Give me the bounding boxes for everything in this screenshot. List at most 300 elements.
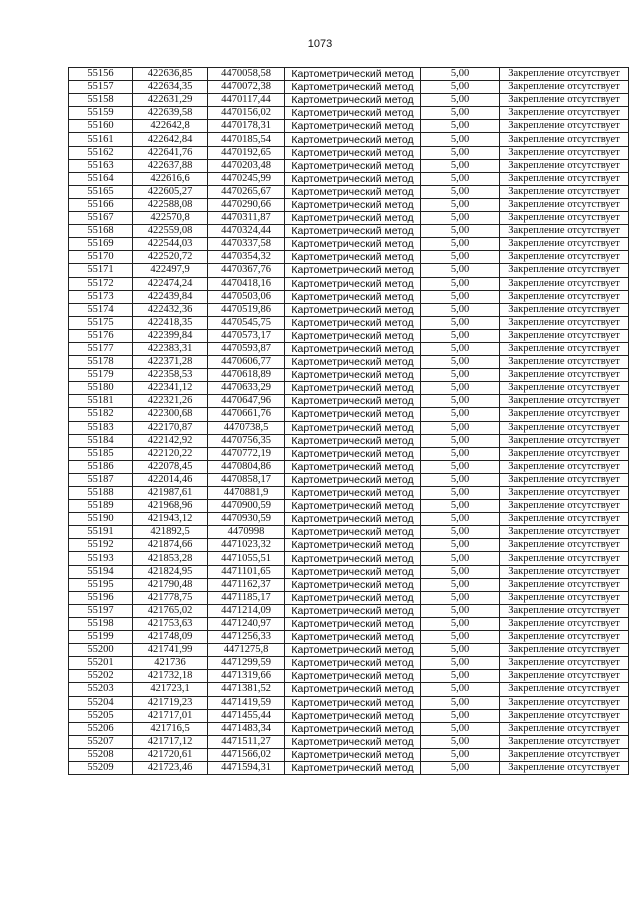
accuracy-cell: 5,00 bbox=[421, 212, 500, 225]
point-number-cell: 55189 bbox=[69, 500, 133, 513]
fixing-cell: Закрепление отсутствует bbox=[500, 68, 629, 81]
x-coordinate-cell: 421723,46 bbox=[133, 761, 208, 774]
y-coordinate-cell: 4470418,16 bbox=[208, 277, 285, 290]
method-cell: Картометрический метод bbox=[285, 277, 421, 290]
method-cell: Картометрический метод bbox=[285, 342, 421, 355]
method-cell: Картометрический метод bbox=[285, 303, 421, 316]
point-number-cell: 55165 bbox=[69, 185, 133, 198]
method-cell: Картометрический метод bbox=[285, 460, 421, 473]
fixing-cell: Закрепление отсутствует bbox=[500, 251, 629, 264]
table-row bbox=[69, 225, 629, 238]
table-row bbox=[69, 500, 629, 513]
y-coordinate-cell: 4470265,67 bbox=[208, 185, 285, 198]
y-coordinate-cell: 4470756,35 bbox=[208, 434, 285, 447]
y-coordinate-cell: 4471419,59 bbox=[208, 696, 285, 709]
fixing-cell: Закрепление отсутствует bbox=[500, 761, 629, 774]
x-coordinate-cell: 422639,58 bbox=[133, 107, 208, 120]
fixing-cell: Закрепление отсутствует bbox=[500, 264, 629, 277]
fixing-cell: Закрепление отсутствует bbox=[500, 382, 629, 395]
table-row bbox=[69, 395, 629, 408]
x-coordinate-cell: 422641,76 bbox=[133, 146, 208, 159]
x-coordinate-cell: 421765,02 bbox=[133, 604, 208, 617]
point-number-cell: 55182 bbox=[69, 408, 133, 421]
coordinates-table bbox=[68, 67, 629, 775]
fixing-cell: Закрепление отсутствует bbox=[500, 94, 629, 107]
table-row bbox=[69, 631, 629, 644]
x-coordinate-cell: 422300,68 bbox=[133, 408, 208, 421]
fixing-cell: Закрепление отсутствует bbox=[500, 683, 629, 696]
fixing-cell: Закрепление отсутствует bbox=[500, 447, 629, 460]
y-coordinate-cell: 4471381,52 bbox=[208, 683, 285, 696]
method-cell: Картометрический метод bbox=[285, 709, 421, 722]
point-number-cell: 55191 bbox=[69, 526, 133, 539]
accuracy-cell: 5,00 bbox=[421, 225, 500, 238]
table-row bbox=[69, 68, 629, 81]
method-cell: Картометрический метод bbox=[285, 356, 421, 369]
point-number-cell: 55160 bbox=[69, 120, 133, 133]
x-coordinate-cell: 422642,8 bbox=[133, 120, 208, 133]
method-cell: Картометрический метод bbox=[285, 539, 421, 552]
x-coordinate-cell: 421753,63 bbox=[133, 617, 208, 630]
table-row bbox=[69, 722, 629, 735]
point-number-cell: 55176 bbox=[69, 329, 133, 342]
x-coordinate-cell: 421824,95 bbox=[133, 565, 208, 578]
x-coordinate-cell: 422559,08 bbox=[133, 225, 208, 238]
y-coordinate-cell: 4471162,37 bbox=[208, 578, 285, 591]
table-row bbox=[69, 264, 629, 277]
y-coordinate-cell: 4471299,59 bbox=[208, 657, 285, 670]
point-number-cell: 55185 bbox=[69, 447, 133, 460]
accuracy-cell: 5,00 bbox=[421, 408, 500, 421]
method-cell: Картометрический метод bbox=[285, 264, 421, 277]
fixing-cell: Закрепление отсутствует bbox=[500, 290, 629, 303]
y-coordinate-cell: 4471566,02 bbox=[208, 748, 285, 761]
table-row bbox=[69, 159, 629, 172]
accuracy-cell: 5,00 bbox=[421, 395, 500, 408]
table-row bbox=[69, 185, 629, 198]
table-row bbox=[69, 604, 629, 617]
x-coordinate-cell: 422544,03 bbox=[133, 238, 208, 251]
accuracy-cell: 5,00 bbox=[421, 120, 500, 133]
fixing-cell: Закрепление отсутствует bbox=[500, 185, 629, 198]
point-number-cell: 55188 bbox=[69, 487, 133, 500]
table-row bbox=[69, 513, 629, 526]
accuracy-cell: 5,00 bbox=[421, 631, 500, 644]
point-number-cell: 55159 bbox=[69, 107, 133, 120]
x-coordinate-cell: 421719,23 bbox=[133, 696, 208, 709]
method-cell: Картометрический метод bbox=[285, 172, 421, 185]
method-cell: Картометрический метод bbox=[285, 526, 421, 539]
method-cell: Картометрический метод bbox=[285, 212, 421, 225]
method-cell: Картометрический метод bbox=[285, 316, 421, 329]
table-row bbox=[69, 277, 629, 290]
table-row bbox=[69, 356, 629, 369]
method-cell: Картометрический метод bbox=[285, 133, 421, 146]
table-row bbox=[69, 382, 629, 395]
table-row bbox=[69, 94, 629, 107]
method-cell: Картометрический метод bbox=[285, 159, 421, 172]
point-number-cell: 55166 bbox=[69, 198, 133, 211]
y-coordinate-cell: 4470647,96 bbox=[208, 395, 285, 408]
accuracy-cell: 5,00 bbox=[421, 421, 500, 434]
fixing-cell: Закрепление отсутствует bbox=[500, 657, 629, 670]
fixing-cell: Закрепление отсутствует bbox=[500, 552, 629, 565]
fixing-cell: Закрепление отсутствует bbox=[500, 748, 629, 761]
x-coordinate-cell: 422520,72 bbox=[133, 251, 208, 264]
accuracy-cell: 5,00 bbox=[421, 526, 500, 539]
accuracy-cell: 5,00 bbox=[421, 290, 500, 303]
point-number-cell: 55173 bbox=[69, 290, 133, 303]
accuracy-cell: 5,00 bbox=[421, 565, 500, 578]
x-coordinate-cell: 422439,84 bbox=[133, 290, 208, 303]
accuracy-cell: 5,00 bbox=[421, 670, 500, 683]
table-row bbox=[69, 591, 629, 604]
fixing-cell: Закрепление отсутствует bbox=[500, 408, 629, 421]
table-row bbox=[69, 460, 629, 473]
y-coordinate-cell: 4470998 bbox=[208, 526, 285, 539]
x-coordinate-cell: 421748,09 bbox=[133, 631, 208, 644]
method-cell: Картометрический метод bbox=[285, 657, 421, 670]
point-number-cell: 55207 bbox=[69, 735, 133, 748]
x-coordinate-cell: 421723,1 bbox=[133, 683, 208, 696]
x-coordinate-cell: 422418,35 bbox=[133, 316, 208, 329]
fixing-cell: Закрепление отсутствует bbox=[500, 617, 629, 630]
fixing-cell: Закрепление отсутствует bbox=[500, 146, 629, 159]
accuracy-cell: 5,00 bbox=[421, 513, 500, 526]
table-row bbox=[69, 487, 629, 500]
fixing-cell: Закрепление отсутствует bbox=[500, 212, 629, 225]
y-coordinate-cell: 4470337,58 bbox=[208, 238, 285, 251]
method-cell: Картометрический метод bbox=[285, 329, 421, 342]
table-row bbox=[69, 683, 629, 696]
accuracy-cell: 5,00 bbox=[421, 342, 500, 355]
x-coordinate-cell: 422637,88 bbox=[133, 159, 208, 172]
point-number-cell: 55177 bbox=[69, 342, 133, 355]
y-coordinate-cell: 4470900,59 bbox=[208, 500, 285, 513]
method-cell: Картометрический метод bbox=[285, 421, 421, 434]
point-number-cell: 55190 bbox=[69, 513, 133, 526]
fixing-cell: Закрепление отсутствует bbox=[500, 473, 629, 486]
y-coordinate-cell: 4471455,44 bbox=[208, 709, 285, 722]
x-coordinate-cell: 422605,27 bbox=[133, 185, 208, 198]
accuracy-cell: 5,00 bbox=[421, 761, 500, 774]
y-coordinate-cell: 4470203,48 bbox=[208, 159, 285, 172]
accuracy-cell: 5,00 bbox=[421, 264, 500, 277]
point-number-cell: 55199 bbox=[69, 631, 133, 644]
table-row bbox=[69, 120, 629, 133]
accuracy-cell: 5,00 bbox=[421, 146, 500, 159]
method-cell: Картометрический метод bbox=[285, 513, 421, 526]
fixing-cell: Закрепление отсутствует bbox=[500, 316, 629, 329]
point-number-cell: 55200 bbox=[69, 644, 133, 657]
fixing-cell: Закрепление отсутствует bbox=[500, 709, 629, 722]
method-cell: Картометрический метод bbox=[285, 146, 421, 159]
table-row bbox=[69, 434, 629, 447]
accuracy-cell: 5,00 bbox=[421, 94, 500, 107]
accuracy-cell: 5,00 bbox=[421, 382, 500, 395]
method-cell: Картометрический метод bbox=[285, 395, 421, 408]
point-number-cell: 55174 bbox=[69, 303, 133, 316]
x-coordinate-cell: 422120,22 bbox=[133, 447, 208, 460]
method-cell: Картометрический метод bbox=[285, 238, 421, 251]
accuracy-cell: 5,00 bbox=[421, 487, 500, 500]
y-coordinate-cell: 4470545,75 bbox=[208, 316, 285, 329]
point-number-cell: 55156 bbox=[69, 68, 133, 81]
method-cell: Картометрический метод bbox=[285, 631, 421, 644]
y-coordinate-cell: 4470930,59 bbox=[208, 513, 285, 526]
table-row bbox=[69, 761, 629, 774]
point-number-cell: 55196 bbox=[69, 591, 133, 604]
point-number-cell: 55158 bbox=[69, 94, 133, 107]
accuracy-cell: 5,00 bbox=[421, 644, 500, 657]
table-row bbox=[69, 342, 629, 355]
method-cell: Картометрический метод bbox=[285, 591, 421, 604]
accuracy-cell: 5,00 bbox=[421, 447, 500, 460]
y-coordinate-cell: 4471101,65 bbox=[208, 565, 285, 578]
x-coordinate-cell: 422371,28 bbox=[133, 356, 208, 369]
fixing-cell: Закрепление отсутствует bbox=[500, 238, 629, 251]
accuracy-cell: 5,00 bbox=[421, 722, 500, 735]
method-cell: Картометрический метод bbox=[285, 748, 421, 761]
y-coordinate-cell: 4470072,38 bbox=[208, 81, 285, 94]
fixing-cell: Закрепление отсутствует bbox=[500, 342, 629, 355]
table-row bbox=[69, 447, 629, 460]
accuracy-cell: 5,00 bbox=[421, 539, 500, 552]
point-number-cell: 55187 bbox=[69, 473, 133, 486]
method-cell: Картометрический метод bbox=[285, 565, 421, 578]
y-coordinate-cell: 4471256,33 bbox=[208, 631, 285, 644]
method-cell: Картометрический метод bbox=[285, 120, 421, 133]
fixing-cell: Закрепление отсутствует bbox=[500, 303, 629, 316]
y-coordinate-cell: 4471483,34 bbox=[208, 722, 285, 735]
y-coordinate-cell: 4470804,86 bbox=[208, 460, 285, 473]
fixing-cell: Закрепление отсутствует bbox=[500, 631, 629, 644]
point-number-cell: 55171 bbox=[69, 264, 133, 277]
method-cell: Картометрический метод bbox=[285, 382, 421, 395]
method-cell: Картометрический метод bbox=[285, 487, 421, 500]
method-cell: Картометрический метод bbox=[285, 68, 421, 81]
fixing-cell: Закрепление отсутствует bbox=[500, 120, 629, 133]
x-coordinate-cell: 422399,84 bbox=[133, 329, 208, 342]
fixing-cell: Закрепление отсутствует bbox=[500, 369, 629, 382]
point-number-cell: 55172 bbox=[69, 277, 133, 290]
fixing-cell: Закрепление отсутствует bbox=[500, 329, 629, 342]
accuracy-cell: 5,00 bbox=[421, 316, 500, 329]
table-row bbox=[69, 644, 629, 657]
accuracy-cell: 5,00 bbox=[421, 657, 500, 670]
method-cell: Картометрический метод bbox=[285, 434, 421, 447]
fixing-cell: Закрепление отсутствует bbox=[500, 356, 629, 369]
table-row bbox=[69, 565, 629, 578]
point-number-cell: 55203 bbox=[69, 683, 133, 696]
x-coordinate-cell: 421853,28 bbox=[133, 552, 208, 565]
table-row bbox=[69, 552, 629, 565]
fixing-cell: Закрепление отсутствует bbox=[500, 434, 629, 447]
fixing-cell: Закрепление отсутствует bbox=[500, 578, 629, 591]
table-row bbox=[69, 238, 629, 251]
fixing-cell: Закрепление отсутствует bbox=[500, 395, 629, 408]
method-cell: Картометрический метод bbox=[285, 761, 421, 774]
table-row bbox=[69, 696, 629, 709]
x-coordinate-cell: 421717,12 bbox=[133, 735, 208, 748]
y-coordinate-cell: 4470324,44 bbox=[208, 225, 285, 238]
y-coordinate-cell: 4471594,31 bbox=[208, 761, 285, 774]
accuracy-cell: 5,00 bbox=[421, 683, 500, 696]
method-cell: Картометрический метод bbox=[285, 369, 421, 382]
accuracy-cell: 5,00 bbox=[421, 238, 500, 251]
table-row bbox=[69, 578, 629, 591]
method-cell: Картометрический метод bbox=[285, 473, 421, 486]
method-cell: Картометрический метод bbox=[285, 617, 421, 630]
fixing-cell: Закрепление отсутствует bbox=[500, 644, 629, 657]
x-coordinate-cell: 422570,8 bbox=[133, 212, 208, 225]
accuracy-cell: 5,00 bbox=[421, 473, 500, 486]
y-coordinate-cell: 4470245,99 bbox=[208, 172, 285, 185]
table-row bbox=[69, 735, 629, 748]
y-coordinate-cell: 4470058,58 bbox=[208, 68, 285, 81]
accuracy-cell: 5,00 bbox=[421, 709, 500, 722]
point-number-cell: 55178 bbox=[69, 356, 133, 369]
fixing-cell: Закрепление отсутствует bbox=[500, 539, 629, 552]
method-cell: Картометрический метод bbox=[285, 185, 421, 198]
x-coordinate-cell: 422014,46 bbox=[133, 473, 208, 486]
fixing-cell: Закрепление отсутствует bbox=[500, 172, 629, 185]
point-number-cell: 55195 bbox=[69, 578, 133, 591]
table-row bbox=[69, 657, 629, 670]
method-cell: Картометрический метод bbox=[285, 225, 421, 238]
y-coordinate-cell: 4471023,32 bbox=[208, 539, 285, 552]
point-number-cell: 55180 bbox=[69, 382, 133, 395]
point-number-cell: 55181 bbox=[69, 395, 133, 408]
x-coordinate-cell: 422642,84 bbox=[133, 133, 208, 146]
table-row bbox=[69, 369, 629, 382]
y-coordinate-cell: 4470311,87 bbox=[208, 212, 285, 225]
x-coordinate-cell: 421968,96 bbox=[133, 500, 208, 513]
accuracy-cell: 5,00 bbox=[421, 81, 500, 94]
fixing-cell: Закрепление отсутствует bbox=[500, 460, 629, 473]
method-cell: Картометрический метод bbox=[285, 107, 421, 120]
accuracy-cell: 5,00 bbox=[421, 578, 500, 591]
table-row bbox=[69, 146, 629, 159]
method-cell: Картометрический метод bbox=[285, 500, 421, 513]
accuracy-cell: 5,00 bbox=[421, 735, 500, 748]
y-coordinate-cell: 4470117,44 bbox=[208, 94, 285, 107]
x-coordinate-cell: 422341,12 bbox=[133, 382, 208, 395]
x-coordinate-cell: 422588,08 bbox=[133, 198, 208, 211]
y-coordinate-cell: 4470192,65 bbox=[208, 146, 285, 159]
point-number-cell: 55194 bbox=[69, 565, 133, 578]
table-row bbox=[69, 172, 629, 185]
accuracy-cell: 5,00 bbox=[421, 460, 500, 473]
point-number-cell: 55162 bbox=[69, 146, 133, 159]
accuracy-cell: 5,00 bbox=[421, 277, 500, 290]
x-coordinate-cell: 421736 bbox=[133, 657, 208, 670]
point-number-cell: 55175 bbox=[69, 316, 133, 329]
y-coordinate-cell: 4470633,29 bbox=[208, 382, 285, 395]
y-coordinate-cell: 4470156,02 bbox=[208, 107, 285, 120]
method-cell: Картометрический метод bbox=[285, 735, 421, 748]
point-number-cell: 55205 bbox=[69, 709, 133, 722]
point-number-cell: 55197 bbox=[69, 604, 133, 617]
x-coordinate-cell: 421987,61 bbox=[133, 487, 208, 500]
accuracy-cell: 5,00 bbox=[421, 369, 500, 382]
table-row bbox=[69, 251, 629, 264]
x-coordinate-cell: 422497,9 bbox=[133, 264, 208, 277]
x-coordinate-cell: 422170,87 bbox=[133, 421, 208, 434]
y-coordinate-cell: 4470661,76 bbox=[208, 408, 285, 421]
table-row bbox=[69, 408, 629, 421]
accuracy-cell: 5,00 bbox=[421, 107, 500, 120]
method-cell: Картометрический метод bbox=[285, 94, 421, 107]
method-cell: Картометрический метод bbox=[285, 578, 421, 591]
x-coordinate-cell: 421720,61 bbox=[133, 748, 208, 761]
fixing-cell: Закрепление отсутствует bbox=[500, 421, 629, 434]
y-coordinate-cell: 4470772,19 bbox=[208, 447, 285, 460]
x-coordinate-cell: 421778,75 bbox=[133, 591, 208, 604]
point-number-cell: 55198 bbox=[69, 617, 133, 630]
table-row bbox=[69, 670, 629, 683]
point-number-cell: 55186 bbox=[69, 460, 133, 473]
point-number-cell: 55202 bbox=[69, 670, 133, 683]
y-coordinate-cell: 4470573,17 bbox=[208, 329, 285, 342]
x-coordinate-cell: 422636,85 bbox=[133, 68, 208, 81]
table-row bbox=[69, 473, 629, 486]
y-coordinate-cell: 4470881,9 bbox=[208, 487, 285, 500]
fixing-cell: Закрепление отсутствует bbox=[500, 487, 629, 500]
x-coordinate-cell: 422432,36 bbox=[133, 303, 208, 316]
x-coordinate-cell: 422321,26 bbox=[133, 395, 208, 408]
point-number-cell: 55204 bbox=[69, 696, 133, 709]
x-coordinate-cell: 422142,92 bbox=[133, 434, 208, 447]
point-number-cell: 55169 bbox=[69, 238, 133, 251]
accuracy-cell: 5,00 bbox=[421, 68, 500, 81]
fixing-cell: Закрепление отсутствует bbox=[500, 526, 629, 539]
method-cell: Картометрический метод bbox=[285, 670, 421, 683]
method-cell: Картометрический метод bbox=[285, 251, 421, 264]
method-cell: Картометрический метод bbox=[285, 722, 421, 735]
accuracy-cell: 5,00 bbox=[421, 696, 500, 709]
page-number: 1073 bbox=[307, 38, 333, 50]
x-coordinate-cell: 422631,29 bbox=[133, 94, 208, 107]
table-row bbox=[69, 290, 629, 303]
x-coordinate-cell: 422078,45 bbox=[133, 460, 208, 473]
y-coordinate-cell: 4470354,32 bbox=[208, 251, 285, 264]
fixing-cell: Закрепление отсутствует bbox=[500, 565, 629, 578]
x-coordinate-cell: 422474,24 bbox=[133, 277, 208, 290]
method-cell: Картометрический метод bbox=[285, 604, 421, 617]
point-number-cell: 55209 bbox=[69, 761, 133, 774]
method-cell: Картометрический метод bbox=[285, 644, 421, 657]
accuracy-cell: 5,00 bbox=[421, 552, 500, 565]
point-number-cell: 55170 bbox=[69, 251, 133, 264]
accuracy-cell: 5,00 bbox=[421, 329, 500, 342]
table-row bbox=[69, 316, 629, 329]
table-row bbox=[69, 303, 629, 316]
table-row bbox=[69, 81, 629, 94]
table-row bbox=[69, 526, 629, 539]
method-cell: Картометрический метод bbox=[285, 290, 421, 303]
table-row bbox=[69, 212, 629, 225]
point-number-cell: 55179 bbox=[69, 369, 133, 382]
y-coordinate-cell: 4470618,89 bbox=[208, 369, 285, 382]
fixing-cell: Закрепление отсутствует bbox=[500, 277, 629, 290]
y-coordinate-cell: 4470185,54 bbox=[208, 133, 285, 146]
y-coordinate-cell: 4470606,77 bbox=[208, 356, 285, 369]
fixing-cell: Закрепление отсутствует bbox=[500, 670, 629, 683]
method-cell: Картометрический метод bbox=[285, 408, 421, 421]
method-cell: Картометрический метод bbox=[285, 447, 421, 460]
point-number-cell: 55208 bbox=[69, 748, 133, 761]
